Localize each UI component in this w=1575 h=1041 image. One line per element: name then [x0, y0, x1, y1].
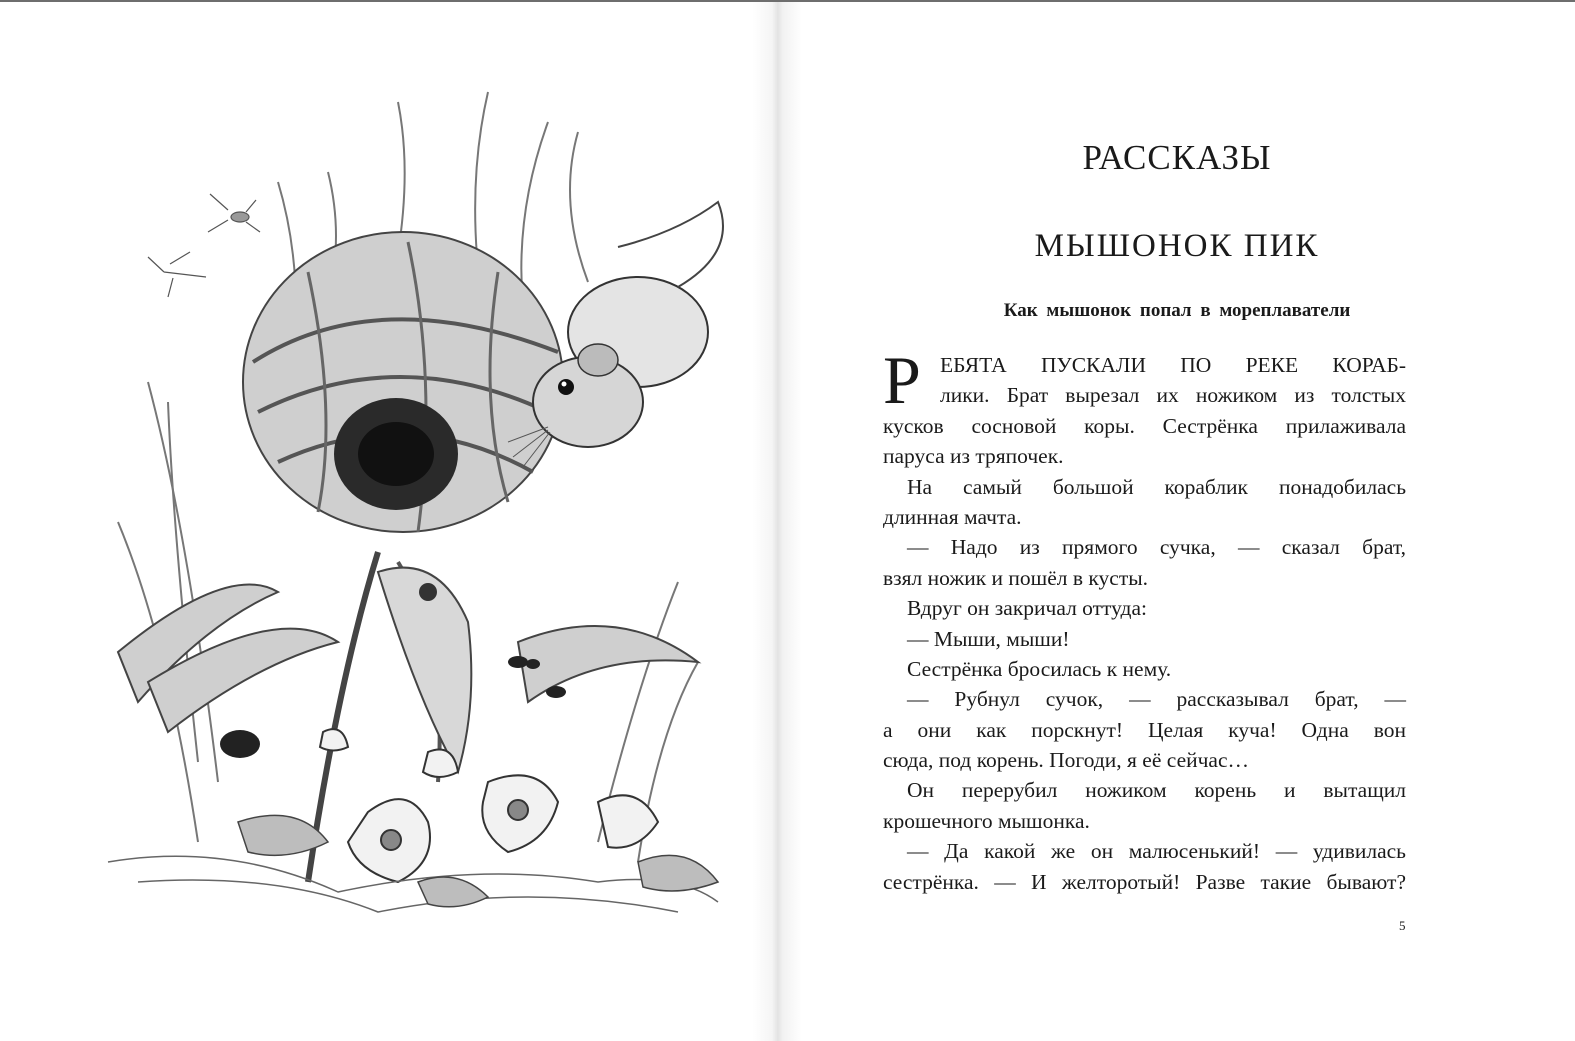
drop-cap: Р: [883, 342, 921, 418]
story-title: МЫШОНОК ПИК: [1034, 228, 1320, 264]
text-line: длинная мачта.: [883, 504, 1022, 529]
text-line: Вдруг он закричал оттуда:: [907, 596, 1147, 621]
text-line: взял ножик и пошёл в кусты.: [883, 565, 1149, 590]
section-title: РАССКАЗЫ: [1082, 138, 1272, 177]
chapter-title: Как мышонок попал в мореплаватели: [1003, 300, 1351, 321]
text-line: крошечного мышонка.: [883, 808, 1090, 833]
illustration: [78, 82, 728, 942]
text-line: — Рубнул сучок, — рассказывал брат, —: [907, 687, 1406, 712]
text-line: Сестрёнка бросилась к нему.: [907, 656, 1172, 681]
text-line: На самый большой кораблик понадобилась: [907, 474, 1406, 499]
text-line: а они как порскнут! Целая куча! Одна вон: [883, 717, 1406, 742]
text-line: сестрёнка. — И желторотый! Разве такие бывают?: [883, 869, 1406, 894]
text-line: кусков сосновой коры. Сестрёнка прилаживала: [883, 413, 1406, 438]
left-page: [0, 2, 779, 1041]
mouse-on-grass-nest-illustration-icon: [78, 82, 728, 942]
text-line: — Мыши, мыши!: [907, 626, 1070, 651]
page-number: 5: [1399, 918, 1406, 933]
text-line: паруса из тряпочек.: [883, 444, 1064, 469]
text-line: ЕБЯТА ПУСКАЛИ ПО РЕКЕ КОРАБ-: [940, 353, 1406, 377]
text-line: лики. Брат вырезал их ножиком из толстых: [940, 383, 1406, 408]
text-line: сюда, под корень. Погоди, я её сейчас…: [883, 748, 1250, 773]
right-page: [779, 2, 1575, 1041]
text-line: — Надо из прямого сучка, — сказал брат,: [907, 535, 1406, 560]
text-line: — Да какой же он малюсенький! — удивилась: [907, 839, 1406, 864]
text-line: Он перерубил ножиком корень и вытащил: [907, 778, 1406, 803]
story-text: [883, 342, 1406, 897]
